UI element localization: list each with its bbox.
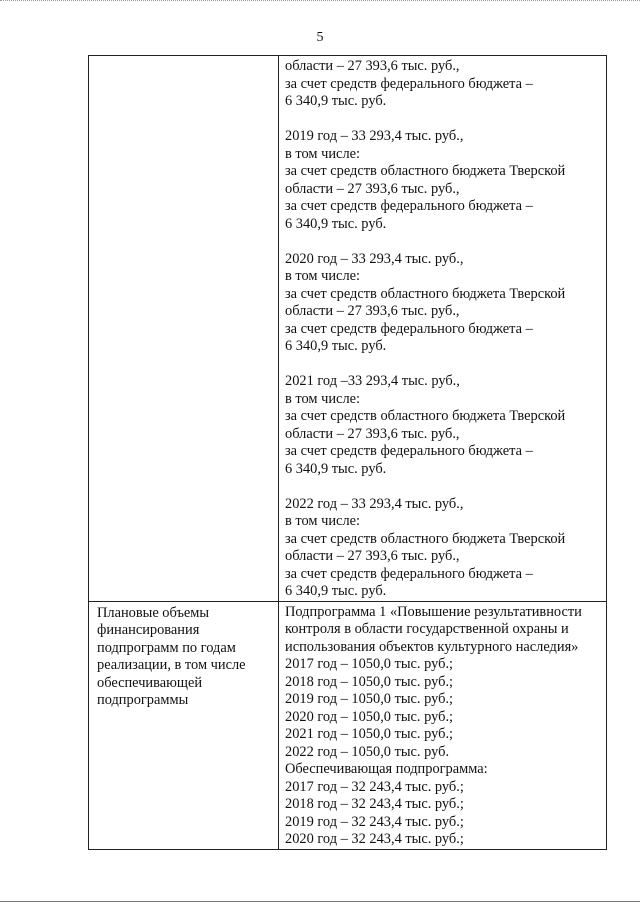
row2-label-line: Плановые объемы bbox=[97, 604, 210, 621]
row1-text-line: области – 27 393,6 тыс. руб., bbox=[285, 58, 460, 74]
row1-text-line: области – 27 393,6 тыс. руб., bbox=[285, 425, 460, 442]
row2-label-line: финансирования bbox=[97, 622, 200, 638]
row2-text-line: 2020 год – 32 243,4 тыс. руб.; bbox=[285, 831, 464, 847]
row1-text-line: за счет средств федерального бюджета – bbox=[285, 198, 533, 214]
passport-table bbox=[88, 55, 607, 850]
row2-text-line: 2018 год – 32 243,4 тыс. руб.; bbox=[285, 796, 464, 812]
row2-text-line: Подпрограмма 1 «Повышение результативности bbox=[285, 603, 582, 620]
row1-text-line: области – 27 393,6 тыс. руб., bbox=[285, 180, 460, 197]
row1-text-line: 2019 год – 33 293,4 тыс. руб., bbox=[285, 128, 464, 144]
row2-text-line: 2018 год – 1050,0 тыс. руб.; bbox=[285, 673, 454, 690]
row2-text-line: 2021 год – 1050,0 тыс. руб.; bbox=[285, 726, 454, 742]
row2-label-block bbox=[97, 605, 278, 710]
row1-left-cell bbox=[89, 56, 279, 602]
row1-text-line: 6 340,9 тыс. руб. bbox=[285, 338, 387, 354]
row2-label-line: реализации, в том числе bbox=[97, 657, 246, 673]
row2-label-line: обеспечивающей bbox=[97, 674, 203, 691]
row1-text-line: 6 340,9 тыс. руб. bbox=[285, 215, 387, 232]
row1-right-cell bbox=[279, 56, 607, 602]
row2-text-block bbox=[285, 604, 606, 849]
row1-text-line: области – 27 393,6 тыс. руб., bbox=[285, 548, 460, 564]
blank-line bbox=[285, 111, 606, 129]
row1-text-line: за счет средств федерального бюджета – bbox=[285, 565, 533, 582]
row1-text-line: за счет средств областного бюджета Тверской bbox=[285, 163, 566, 179]
row1-text-line: области – 27 393,6 тыс. руб., bbox=[285, 303, 460, 319]
row1-text-line: в том числе: bbox=[285, 145, 361, 162]
blank-line bbox=[285, 233, 606, 251]
table-row bbox=[89, 601, 607, 849]
row1-text-line: за счет средств областного бюджета Тверской bbox=[285, 530, 566, 547]
top-edge-line bbox=[0, 0, 640, 1]
row1-text-line: за счет средств федерального бюджета – bbox=[285, 75, 533, 92]
row2-text-line: 2019 год – 1050,0 тыс. руб.; bbox=[285, 691, 454, 707]
row1-text-line: 6 340,9 тыс. руб. bbox=[285, 460, 387, 477]
row2-label-line: подпрограммы bbox=[97, 692, 189, 708]
row1-text-line: 6 340,9 тыс. руб. bbox=[285, 93, 387, 109]
page-number: 5 bbox=[316, 30, 324, 45]
row2-text-line: 2017 год – 1050,0 тыс. руб.; bbox=[285, 656, 454, 672]
row1-text-line: за счет средств областного бюджета Тверской bbox=[285, 285, 566, 302]
row1-text-line: за счет средств федерального бюджета – bbox=[285, 320, 533, 337]
row2-text-line: использования объектов культурного наследия» bbox=[285, 638, 579, 655]
blank-line bbox=[285, 478, 606, 496]
row2-text-line: 2022 год – 1050,0 тыс. руб. bbox=[285, 743, 450, 760]
row2-left-cell bbox=[89, 601, 279, 849]
row1-text-line: 6 340,9 тыс. руб. bbox=[285, 583, 387, 599]
row1-text-line: за счет средств областного бюджета Тверской bbox=[285, 408, 566, 424]
row2-label-line: подпрограмм по годам bbox=[97, 639, 236, 656]
row1-text-line: в том числе: bbox=[285, 268, 361, 284]
row1-text-line: 2022 год – 33 293,4 тыс. руб., bbox=[285, 495, 464, 512]
row2-text-line: 2017 год – 32 243,4 тыс. руб.; bbox=[285, 778, 464, 795]
bottom-edge-line bbox=[0, 901, 640, 902]
row2-right-cell bbox=[279, 601, 607, 849]
row1-text-line: 2021 год –33 293,4 тыс. руб., bbox=[285, 373, 460, 389]
blank-line bbox=[285, 356, 606, 374]
row1-text-line: в том числе: bbox=[285, 513, 361, 529]
row1-text-line: 2020 год – 33 293,4 тыс. руб., bbox=[285, 250, 464, 267]
row2-text-line: контроля в области государственной охраны и bbox=[285, 621, 569, 637]
row1-text-block bbox=[285, 58, 606, 601]
row2-text-line: Обеспечивающая подпрограмма: bbox=[285, 761, 488, 777]
row2-text-line: 2019 год – 32 243,4 тыс. руб.; bbox=[285, 813, 464, 830]
row1-text-line: в том числе: bbox=[285, 390, 361, 407]
table-row bbox=[89, 56, 607, 602]
row2-text-line: 2020 год – 1050,0 тыс. руб.; bbox=[285, 708, 454, 725]
row1-text-line: за счет средств федерального бюджета – bbox=[285, 443, 533, 459]
